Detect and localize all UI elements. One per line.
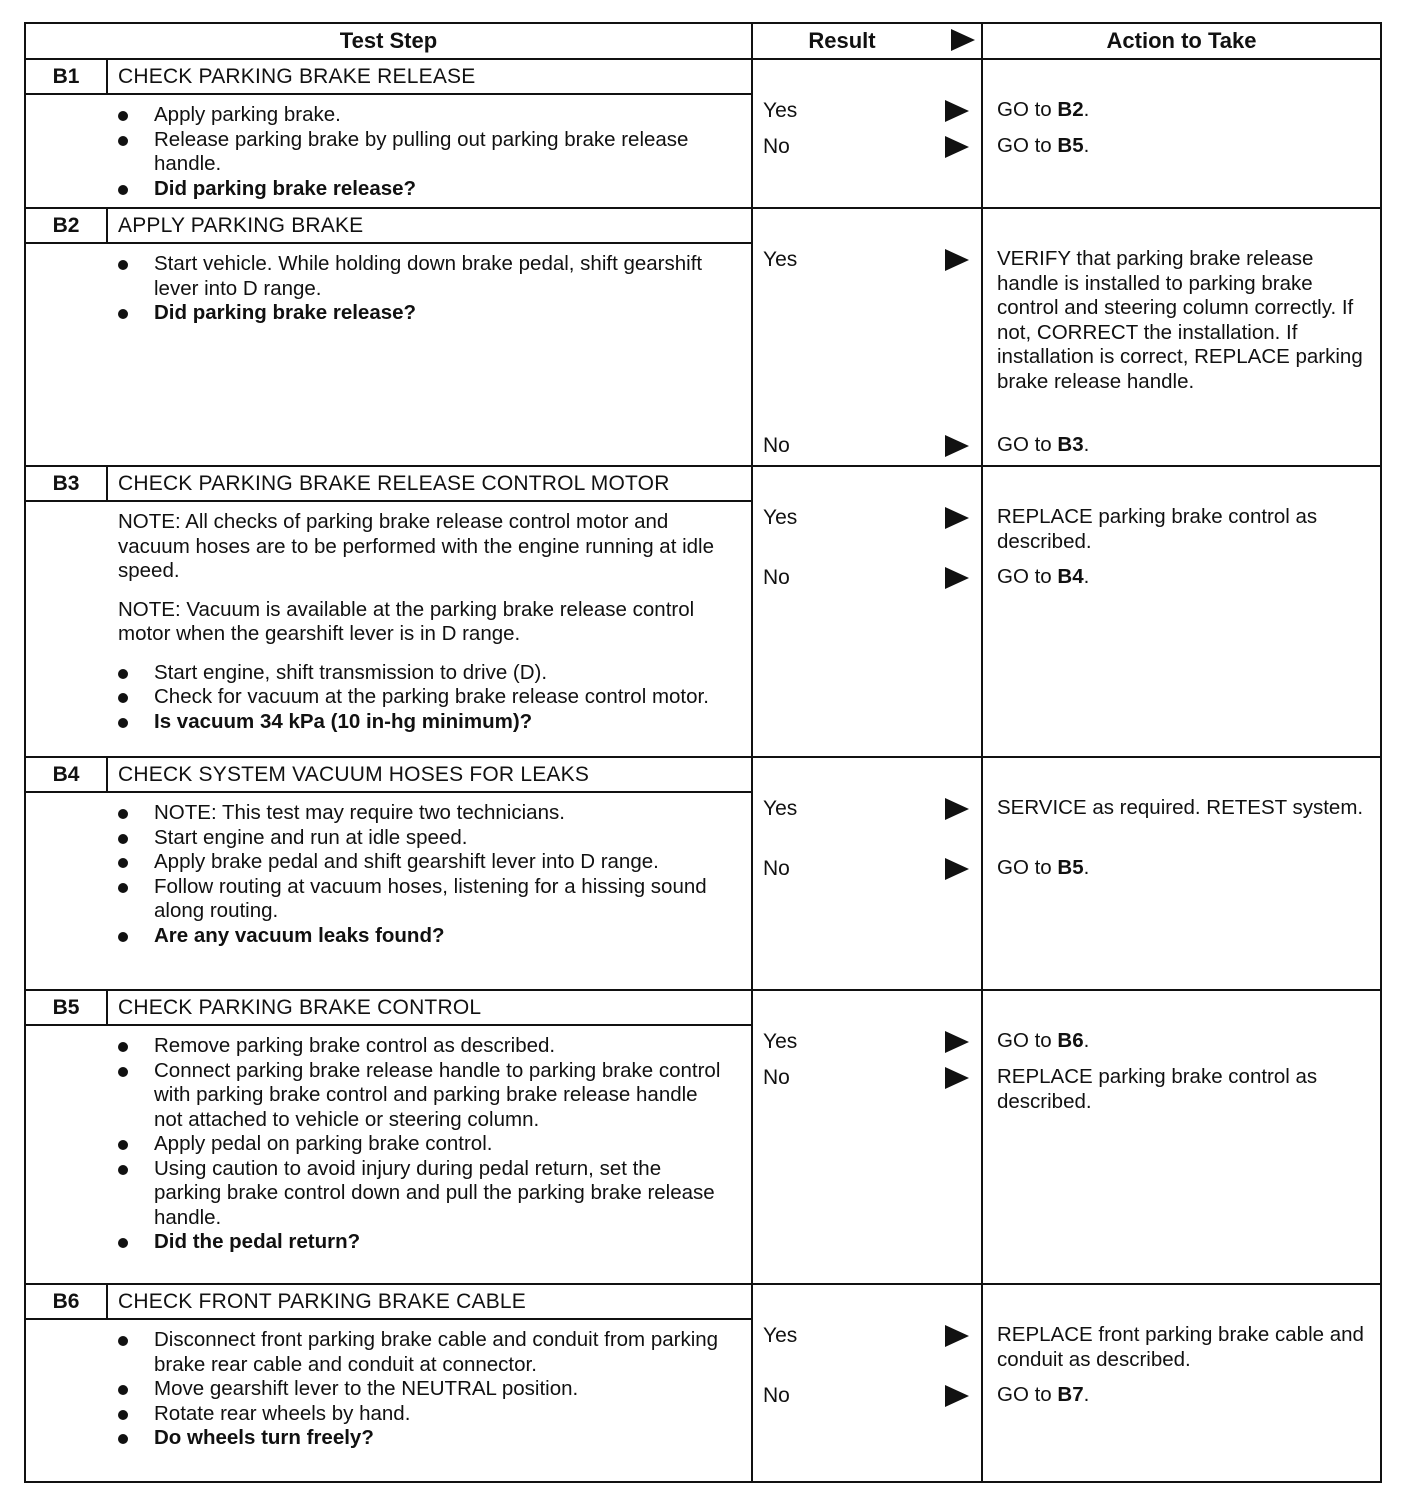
step-body (26, 793, 751, 954)
bullet-text: Check for vacuum at the parking brake release control motor. (154, 685, 709, 708)
bullet-text: Follow routing at vacuum hoses, listening for a hissing sound along routing. (154, 874, 707, 922)
result-label: No (763, 434, 790, 457)
action-text (997, 505, 1374, 554)
step-title-row (26, 758, 751, 793)
action-cell (982, 1284, 1381, 1482)
bullet-dot-icon (118, 1165, 128, 1175)
bullet-dot-icon (118, 1238, 128, 1248)
action-step-ref: B4 (1057, 565, 1084, 588)
step-title: APPLY PARKING BRAKE (118, 213, 364, 237)
step-wrap (26, 1285, 751, 1457)
action-suffix: . (1083, 1029, 1090, 1052)
action-text (997, 1383, 1374, 1408)
action-step-ref: B2 (1057, 98, 1084, 121)
test-step-cell (25, 990, 752, 1284)
step-title: CHECK PARKING BRAKE RELEASE (118, 64, 476, 88)
bullet-text: Apply parking brake. (154, 103, 341, 126)
step-title-row (26, 60, 751, 95)
action-prefix: GO to (997, 856, 1058, 879)
bullet-dot-icon (118, 718, 128, 728)
result-cell (752, 990, 982, 1284)
arrow-right-icon (945, 1031, 969, 1053)
table-row (25, 208, 1381, 466)
diagnostic-table (24, 22, 1382, 1483)
action-cell (982, 59, 1381, 208)
result-yes (763, 1323, 975, 1349)
result-label: Yes (763, 797, 798, 820)
table-header-row (25, 23, 1381, 59)
action-step-ref: B5 (1057, 856, 1084, 879)
bullet-dot-icon (118, 1434, 128, 1444)
step-question (118, 301, 727, 326)
action-prefix: GO to (997, 1029, 1058, 1052)
result-yes (763, 505, 975, 531)
table-row (25, 990, 1381, 1284)
step-body (26, 502, 751, 740)
bullet-text: Did the pedal return? (154, 1230, 361, 1253)
action-cell (982, 757, 1381, 990)
action-suffix: . (1083, 1383, 1090, 1406)
bullet-dot-icon (118, 1042, 128, 1052)
action-prefix: GO to (997, 565, 1058, 588)
bullet-dot-icon (118, 309, 128, 319)
action-step-ref: B3 (1057, 433, 1084, 456)
step-wrap (26, 991, 751, 1261)
bullet-text: Move gearshift lever to the NEUTRAL position. (154, 1377, 579, 1400)
arrow-right-icon (945, 567, 969, 589)
step-body (26, 1320, 751, 1457)
action-text (997, 1029, 1374, 1054)
arrow-right-icon (945, 100, 969, 122)
action-text (997, 856, 1374, 881)
action-text (997, 134, 1374, 159)
bullet-text: Is vacuum 34 kPa (10 in-hg minimum)? (154, 709, 533, 733)
bullet-dot-icon (118, 669, 128, 679)
bullet-text: Apply pedal on parking brake control. (154, 1132, 493, 1155)
action-suffix: . (1083, 134, 1090, 157)
step-id: B2 (26, 209, 108, 242)
action-text (997, 1065, 1374, 1114)
step-bullet (118, 252, 727, 301)
table-row (25, 59, 1381, 208)
step-title: CHECK PARKING BRAKE RELEASE CONTROL MOTOR (118, 471, 670, 495)
result-cell (752, 1284, 982, 1482)
action-step-ref: B7 (1057, 1383, 1084, 1406)
test-step-cell (25, 466, 752, 757)
bullet-dot-icon (118, 185, 128, 195)
step-bullet (118, 1034, 727, 1059)
result-label: No (763, 1384, 790, 1407)
bullet-text: Start engine, shift transmission to drive (D). (154, 660, 548, 684)
arrow-right-icon (951, 29, 975, 51)
bullet-text: Disconnect front parking brake cable and conduit from parking brake rear cable and conduit at connector. (154, 1328, 719, 1376)
test-step-cell (25, 208, 752, 466)
table-row (25, 757, 1381, 990)
arrow-right-icon (945, 858, 969, 880)
test-step-cell (25, 59, 752, 208)
result-label: No (763, 135, 790, 158)
bullet-dot-icon (118, 809, 128, 819)
bullet-text: Start engine and run at idle speed. (154, 825, 468, 849)
action-suffix: . (1083, 856, 1090, 879)
arrow-right-icon (945, 798, 969, 820)
step-bullet (118, 1132, 727, 1157)
bullet-dot-icon (118, 1336, 128, 1346)
bullet-text: Remove parking brake control as described. (154, 1034, 556, 1057)
result-no (763, 433, 975, 459)
step-bullet (118, 685, 727, 710)
step-note: NOTE: Vacuum is available at the parking brake release control motor when the gearshift lever is in D range. (118, 597, 695, 645)
step-title: CHECK SYSTEM VACUUM HOSES FOR LEAKS (118, 762, 590, 786)
arrow-right-icon (945, 136, 969, 158)
step-bullet (118, 1059, 727, 1133)
bullet-text: Did parking brake release? (154, 176, 417, 200)
action-suffix: . (1083, 98, 1090, 121)
step-body (26, 244, 751, 332)
bullet-dot-icon (118, 1410, 128, 1420)
step-bullet (118, 1157, 727, 1231)
action-step-ref: B6 (1057, 1029, 1084, 1052)
step-wrap (26, 60, 751, 207)
result-yes (763, 98, 975, 124)
result-label: Yes (763, 248, 798, 271)
result-label: Yes (763, 99, 798, 122)
result-cell (752, 208, 982, 466)
bullet-dot-icon (118, 693, 128, 703)
header-test-step: Test Step (25, 23, 752, 59)
step-title-row (26, 209, 751, 244)
step-wrap (26, 758, 751, 954)
header-result (752, 23, 982, 59)
step-title: CHECK FRONT PARKING BRAKE CABLE (118, 1289, 527, 1313)
result-cell (752, 466, 982, 757)
step-question (118, 924, 727, 949)
action-prefix: REPLACE front parking brake cable and conduit as described. (997, 1323, 1364, 1371)
step-title-row (26, 467, 751, 502)
step-wrap (26, 209, 751, 332)
result-no (763, 856, 975, 882)
bullet-dot-icon (118, 1385, 128, 1395)
bullet-dot-icon (118, 858, 128, 868)
action-text (997, 98, 1374, 123)
bullet-dot-icon (118, 834, 128, 844)
test-step-cell (25, 1284, 752, 1482)
bullet-dot-icon (118, 111, 128, 121)
action-prefix: REPLACE parking brake control as described. (997, 1065, 1318, 1113)
bullet-dot-icon (118, 260, 128, 270)
step-question (118, 1230, 727, 1255)
step-body (26, 1026, 751, 1261)
arrow-right-icon (945, 249, 969, 271)
action-cell (982, 990, 1381, 1284)
step-title-row (26, 1285, 751, 1320)
arrow-right-icon (945, 435, 969, 457)
step-bullet (118, 875, 727, 924)
action-prefix: REPLACE parking brake control as described. (997, 505, 1318, 553)
table-row (25, 466, 1381, 757)
bullet-text: Are any vacuum leaks found? (154, 923, 445, 947)
step-question (118, 710, 727, 735)
bullet-dot-icon (118, 932, 128, 942)
step-bullet (118, 661, 727, 686)
action-text (997, 247, 1374, 394)
bullet-text: Do wheels turn freely? (154, 1426, 374, 1449)
step-wrap (26, 467, 751, 740)
action-prefix: VERIFY that parking brake release handle is installed to parking brake control and steering column correctly. If not, CORRECT the installation. If installation is correct, REPLACE parking brake release handle. (997, 247, 1363, 393)
step-bullet (118, 801, 727, 826)
step-bullet (118, 1377, 727, 1402)
test-step-cell (25, 757, 752, 990)
arrow-right-icon (945, 1067, 969, 1089)
step-bullet (118, 103, 727, 128)
result-label: No (763, 566, 790, 589)
result-no (763, 565, 975, 591)
step-bullet (118, 826, 727, 851)
step-id: B4 (26, 758, 108, 791)
bullet-text: Rotate rear wheels by hand. (154, 1401, 411, 1425)
step-bullet (118, 128, 727, 177)
result-cell (752, 757, 982, 990)
result-label: No (763, 1066, 790, 1089)
action-text (997, 433, 1374, 458)
bullet-text: Apply brake pedal and shift gearshift lever into D range. (154, 850, 659, 873)
result-no (763, 134, 975, 160)
action-prefix: GO to (997, 433, 1058, 456)
result-label: Yes (763, 1030, 798, 1053)
action-suffix: . (1083, 433, 1090, 456)
action-prefix: GO to (997, 134, 1058, 157)
action-text (997, 565, 1374, 590)
action-step-ref: B5 (1057, 134, 1084, 157)
bullet-dot-icon (118, 136, 128, 146)
step-question (118, 1426, 727, 1451)
bullet-dot-icon (118, 1140, 128, 1150)
step-title: CHECK PARKING BRAKE CONTROL (118, 995, 482, 1019)
bullet-text: Did parking brake release? (154, 301, 417, 324)
diagnostic-table-sheet (24, 22, 1380, 1483)
action-text (997, 1323, 1374, 1372)
step-id: B5 (26, 991, 108, 1024)
bullet-text: Start vehicle. While holding down brake pedal, shift gearshift lever into D range. (154, 252, 703, 300)
result-yes (763, 1029, 975, 1055)
action-cell (982, 208, 1381, 466)
header-action: Action to Take (982, 23, 1381, 59)
action-suffix: . (1083, 565, 1090, 588)
result-yes (763, 247, 975, 273)
action-prefix: GO to (997, 98, 1058, 121)
bullet-text: Release parking brake by pulling out parking brake release handle. (154, 127, 689, 175)
step-bullet (118, 1328, 727, 1377)
result-label: Yes (763, 506, 798, 529)
step-bullet (118, 1402, 727, 1427)
step-id: B3 (26, 467, 108, 500)
table-row (25, 1284, 1381, 1482)
action-text (997, 796, 1374, 821)
arrow-right-icon (945, 1325, 969, 1347)
step-id: B1 (26, 60, 108, 93)
arrow-right-icon (945, 1385, 969, 1407)
step-note: NOTE: All checks of parking brake release control motor and vacuum hoses are to be performed with the engine running at idle speed. (118, 510, 715, 582)
result-label: Yes (763, 1324, 798, 1347)
step-question (118, 177, 727, 202)
action-cell (982, 466, 1381, 757)
header-result-label: Result (808, 28, 876, 53)
bullet-text: NOTE: This test may require two technicians. (154, 801, 565, 824)
action-prefix: GO to (997, 1383, 1058, 1406)
bullet-dot-icon (118, 883, 128, 893)
result-cell (752, 59, 982, 208)
bullet-text: Connect parking brake release handle to parking brake control with parking brake control and parking brake release handle not attached to vehicle or steering column. (154, 1058, 721, 1131)
arrow-right-icon (945, 507, 969, 529)
bullet-text: Using caution to avoid injury during pedal return, set the parking brake control down and pull the parking brake release handle. (154, 1156, 715, 1229)
result-no (763, 1383, 975, 1409)
result-yes (763, 796, 975, 822)
result-label: No (763, 857, 790, 880)
bullet-dot-icon (118, 1067, 128, 1077)
action-prefix: SERVICE as required. RETEST system. (997, 796, 1364, 819)
step-title-row (26, 991, 751, 1026)
step-bullet (118, 850, 727, 875)
step-id: B6 (26, 1285, 108, 1318)
step-body (26, 95, 751, 207)
result-no (763, 1065, 975, 1091)
